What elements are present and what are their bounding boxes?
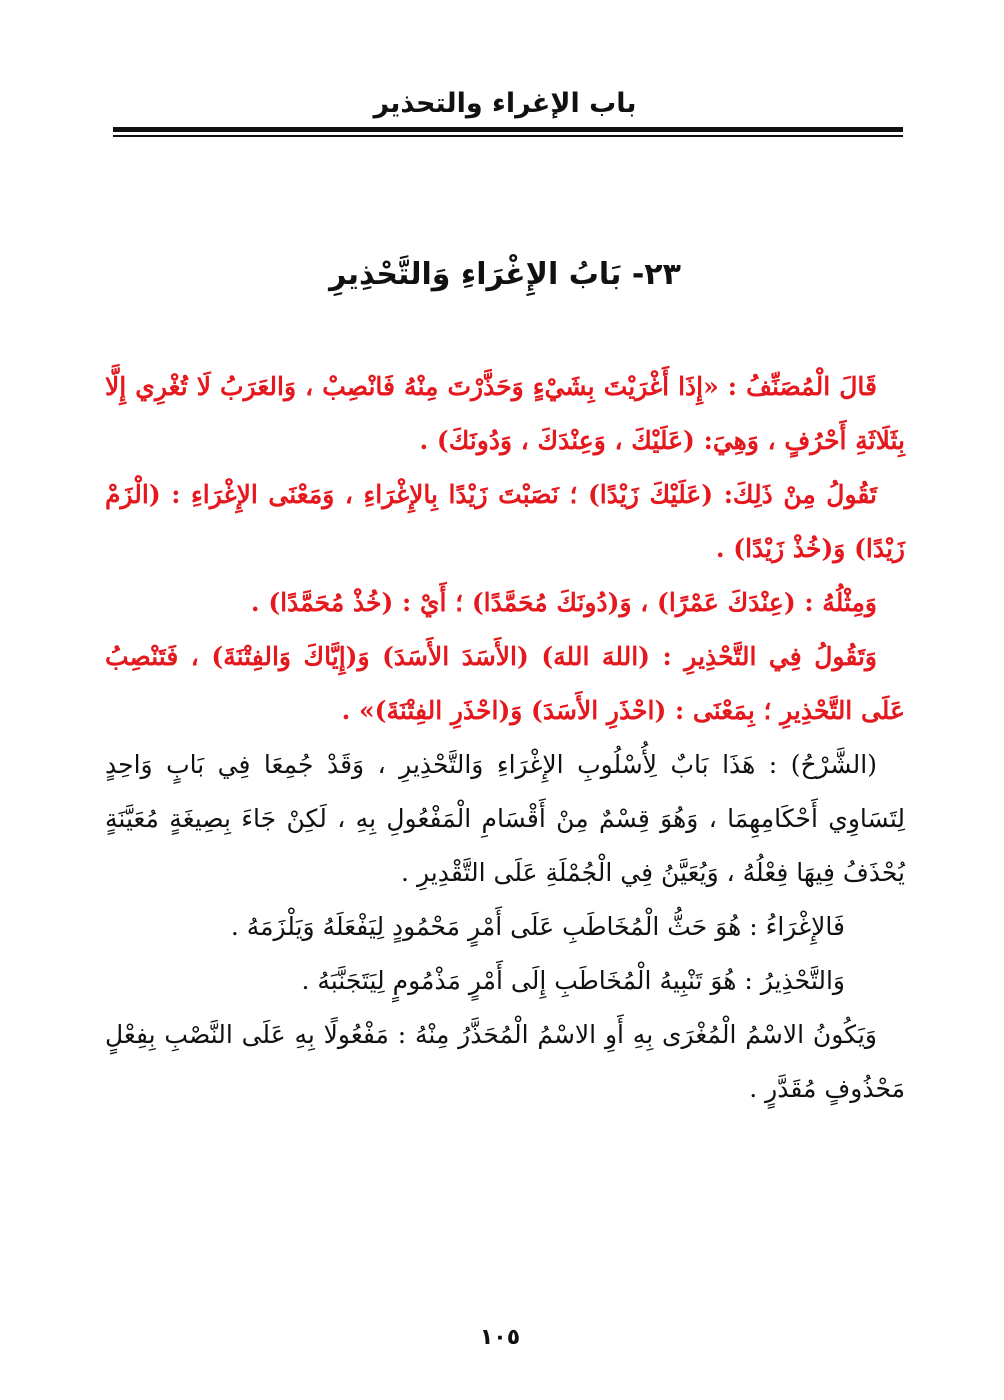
- chapter-title: ٢٣- بَابُ الإِغْرَاءِ وَالتَّحْذِيرِ: [329, 257, 681, 292]
- header-rule-thick: [113, 127, 903, 132]
- sharh-paragraph-4: وَيَكُونُ الاسْمُ الْمُغْرَى بِهِ أَوِ الاسْمُ الْمُحَذَّرُ مِنْهُ : مَفْعُولًا بِهِ عَلَى النَّصْبِ بِفِعْلٍ مَحْذُوفٍ مُقَدَّرٍ .: [105, 1020, 905, 1103]
- sharh-paragraph-1: (الشَّرْحُ) : هَذَا بَابٌ لِأُسْلُوبِ الإِغْرَاءِ وَالتَّحْذِيرِ ، وَقَدْ جُمِعَا فِي بَابٍ وَاحِدٍ لِتَسَاوِي أَحْكَامِهِمَا ، وَهُوَ قِسْمٌ مِنْ أَقْسَامِ الْمَفْعُولِ بِهِ ، لَكِنْ جَاءَ بِصِيغَةٍ مُعَيَّنَةٍ يُحْذَفُ فِيهَا فِعْلُهُ ، وَيُعَيَّنُ فِي الْجُمْلَةِ عَلَى التَّقْدِيرِ .: [105, 750, 905, 887]
- page-number: ١٠٥: [479, 1325, 521, 1350]
- header-rule-thin: [113, 135, 903, 137]
- matn-paragraph-3: وَمِثْلُهُ : (عِنْدَكَ عَمْرًا) ، وَ(دُونَكَ مُحَمَّدًا) ؛ أَيْ : (خُذْ مُحَمَّدًا) .: [250, 588, 877, 617]
- body-text: [105, 360, 905, 1116]
- sharh-paragraph-3: وَالتَّحْذِيرُ : هُوَ تَنْبِيهُ الْمُخَاطَبِ إِلَى أَمْرٍ مَذْمُومٍ لِيَتَجَنَّبَهُ .: [301, 966, 845, 995]
- matn-paragraph-2: تَقُولُ مِنْ ذَلِكَ: (عَلَيْكَ زَيْدًا) ؛ نَصَبْتَ زَيْدًا بِالإِغْرَاءِ ، وَمَعْنَى الإِغْرَاءِ : (الْزَمْ زَيْدًا) وَ(خُذْ زَيْدًا) .: [105, 480, 905, 563]
- sharh-paragraph-2: فَالإِغْرَاءُ : هُوَ حَثُّ الْمُخَاطَبِ عَلَى أَمْرٍ مَحْمُودٍ لِيَفْعَلَهُ وَيَلْزَمَهُ .: [230, 912, 845, 941]
- running-header-title: باب الإغراء والتحذير: [373, 88, 637, 119]
- matn-paragraph-1: قَالَ الْمُصَنِّفُ : «إِذَا أَغْرَيْتَ بِشَيْءٍ وَحَذَّرْتَ مِنْهُ فَانْصِبْ ، وَالعَرَبُ لَا تُغْرِي إِلَّا بِثَلَاثَةِ أَحْرُفٍ ، وَهِيَ: (عَلَيْكَ ، وَعِنْدَكَ ، وَدُونَكَ) .: [105, 372, 905, 455]
- matn-paragraph-4: وَتَقُولُ فِي التَّحْذِيرِ : (اللهَ اللهَ) (الأَسَدَ الأَسَدَ) وَ(إِيَّاكَ وَالفِتْنَةَ) ، فَتَنْصِبُ عَلَى التَّحْذِيرِ ؛ بِمَعْنَى : (احْذَرِ الأَسَدَ) وَ(احْذَرِ الفِتْنَةَ)» .: [105, 642, 905, 725]
